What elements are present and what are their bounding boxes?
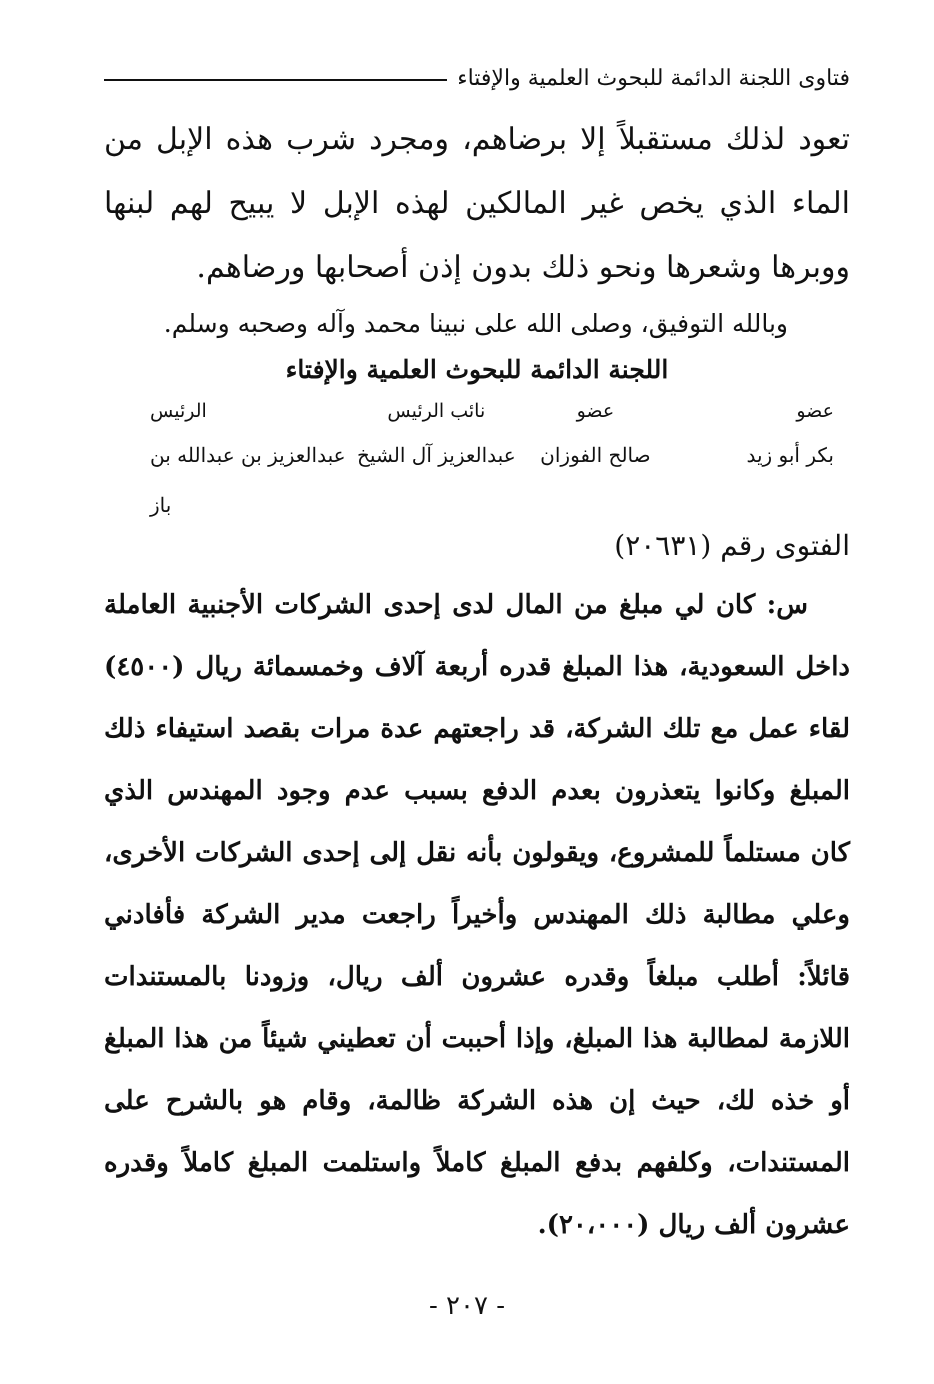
intro-text: تعود لذلك مستقبلاً إلا برضاهم، ومجرد شرب هذه الإبل من الماء الذي يخص غير المالكين لهذه الإبل لا يبيح لهم لبنها ووبرها وشعرها ونحو ذلك بدون إذن أصحابها ورضاهم. [104,122,850,285]
running-title: فتاوى اللجنة الدائمة للبحوث العلمية والإفتاء [457,65,850,91]
closing-line: وبالله التوفيق، وصلى الله على نبينا محمد وآله وصحبه وسلم. [163,309,788,338]
signatory-name: عبدالعزيز آل الشيخ [357,443,516,467]
signatories-table [150,392,834,517]
signatory-role: الرئيس [150,400,207,422]
signatory-name: بكر أبو زيد [746,443,834,467]
signatory-role: عضو [796,400,834,422]
page-number: - ٢٠٧ - [428,1291,506,1321]
fatwa-number: الفتوى رقم (٢٠٦٣١) [614,529,850,562]
header-rule [104,79,447,81]
question-paragraph [104,574,850,1256]
signatory-name: صالح الفوزان [540,443,651,467]
signatory-role: نائب الرئيس [387,400,486,422]
committee-title: اللجنة الدائمة للبحوث العلمية والإفتاء [285,355,669,384]
intro-paragraph [104,108,850,300]
question-text: س: كان لي مبلغ من المال لدى إحدى الشركات الأجنبية العاملة داخل السعودية، هذا المبلغ قدره أربعة آلاف وخمسمائة ريال (٤٥٠٠) لقاء عمل مع تلك الشركة، قد راجعتهم عدة مرات بقصد استيفاء ذلك المبلغ وكانوا يتعذرون بعدم الدفع بسبب عدم وجود المهندس الذي كان مستلماً للمشروع، ويقولون بأنه نقل إلى إحدى الشركات الأخرى، وعلي مطالبة ذلك المهندس وأخيراً راجعت مدير الشركة فأفادني قائلاً: أطلب مبلغاً وقدره عشرون ألف ريال، وزودنا بالمستندات اللازمة لمطالبة هذا المبلغ، وإذا أحببت أن تعطيني شيئاً من هذا المبلغ أو خذه لك، حيث إن هذه الشركة ظالمة، وقام هو بالشرح على المستندات، وكلفهم بدفع المبلغ كاملاً واستلمت المبلغ كاملاً وقدره عشرون ألف ريال (٢٠،٠٠٠). [104,590,850,1240]
signatory-role: عضو [576,400,615,422]
running-header [104,58,850,98]
signatory-name: عبدالعزيز بن عبدالله بن باز [150,443,346,517]
